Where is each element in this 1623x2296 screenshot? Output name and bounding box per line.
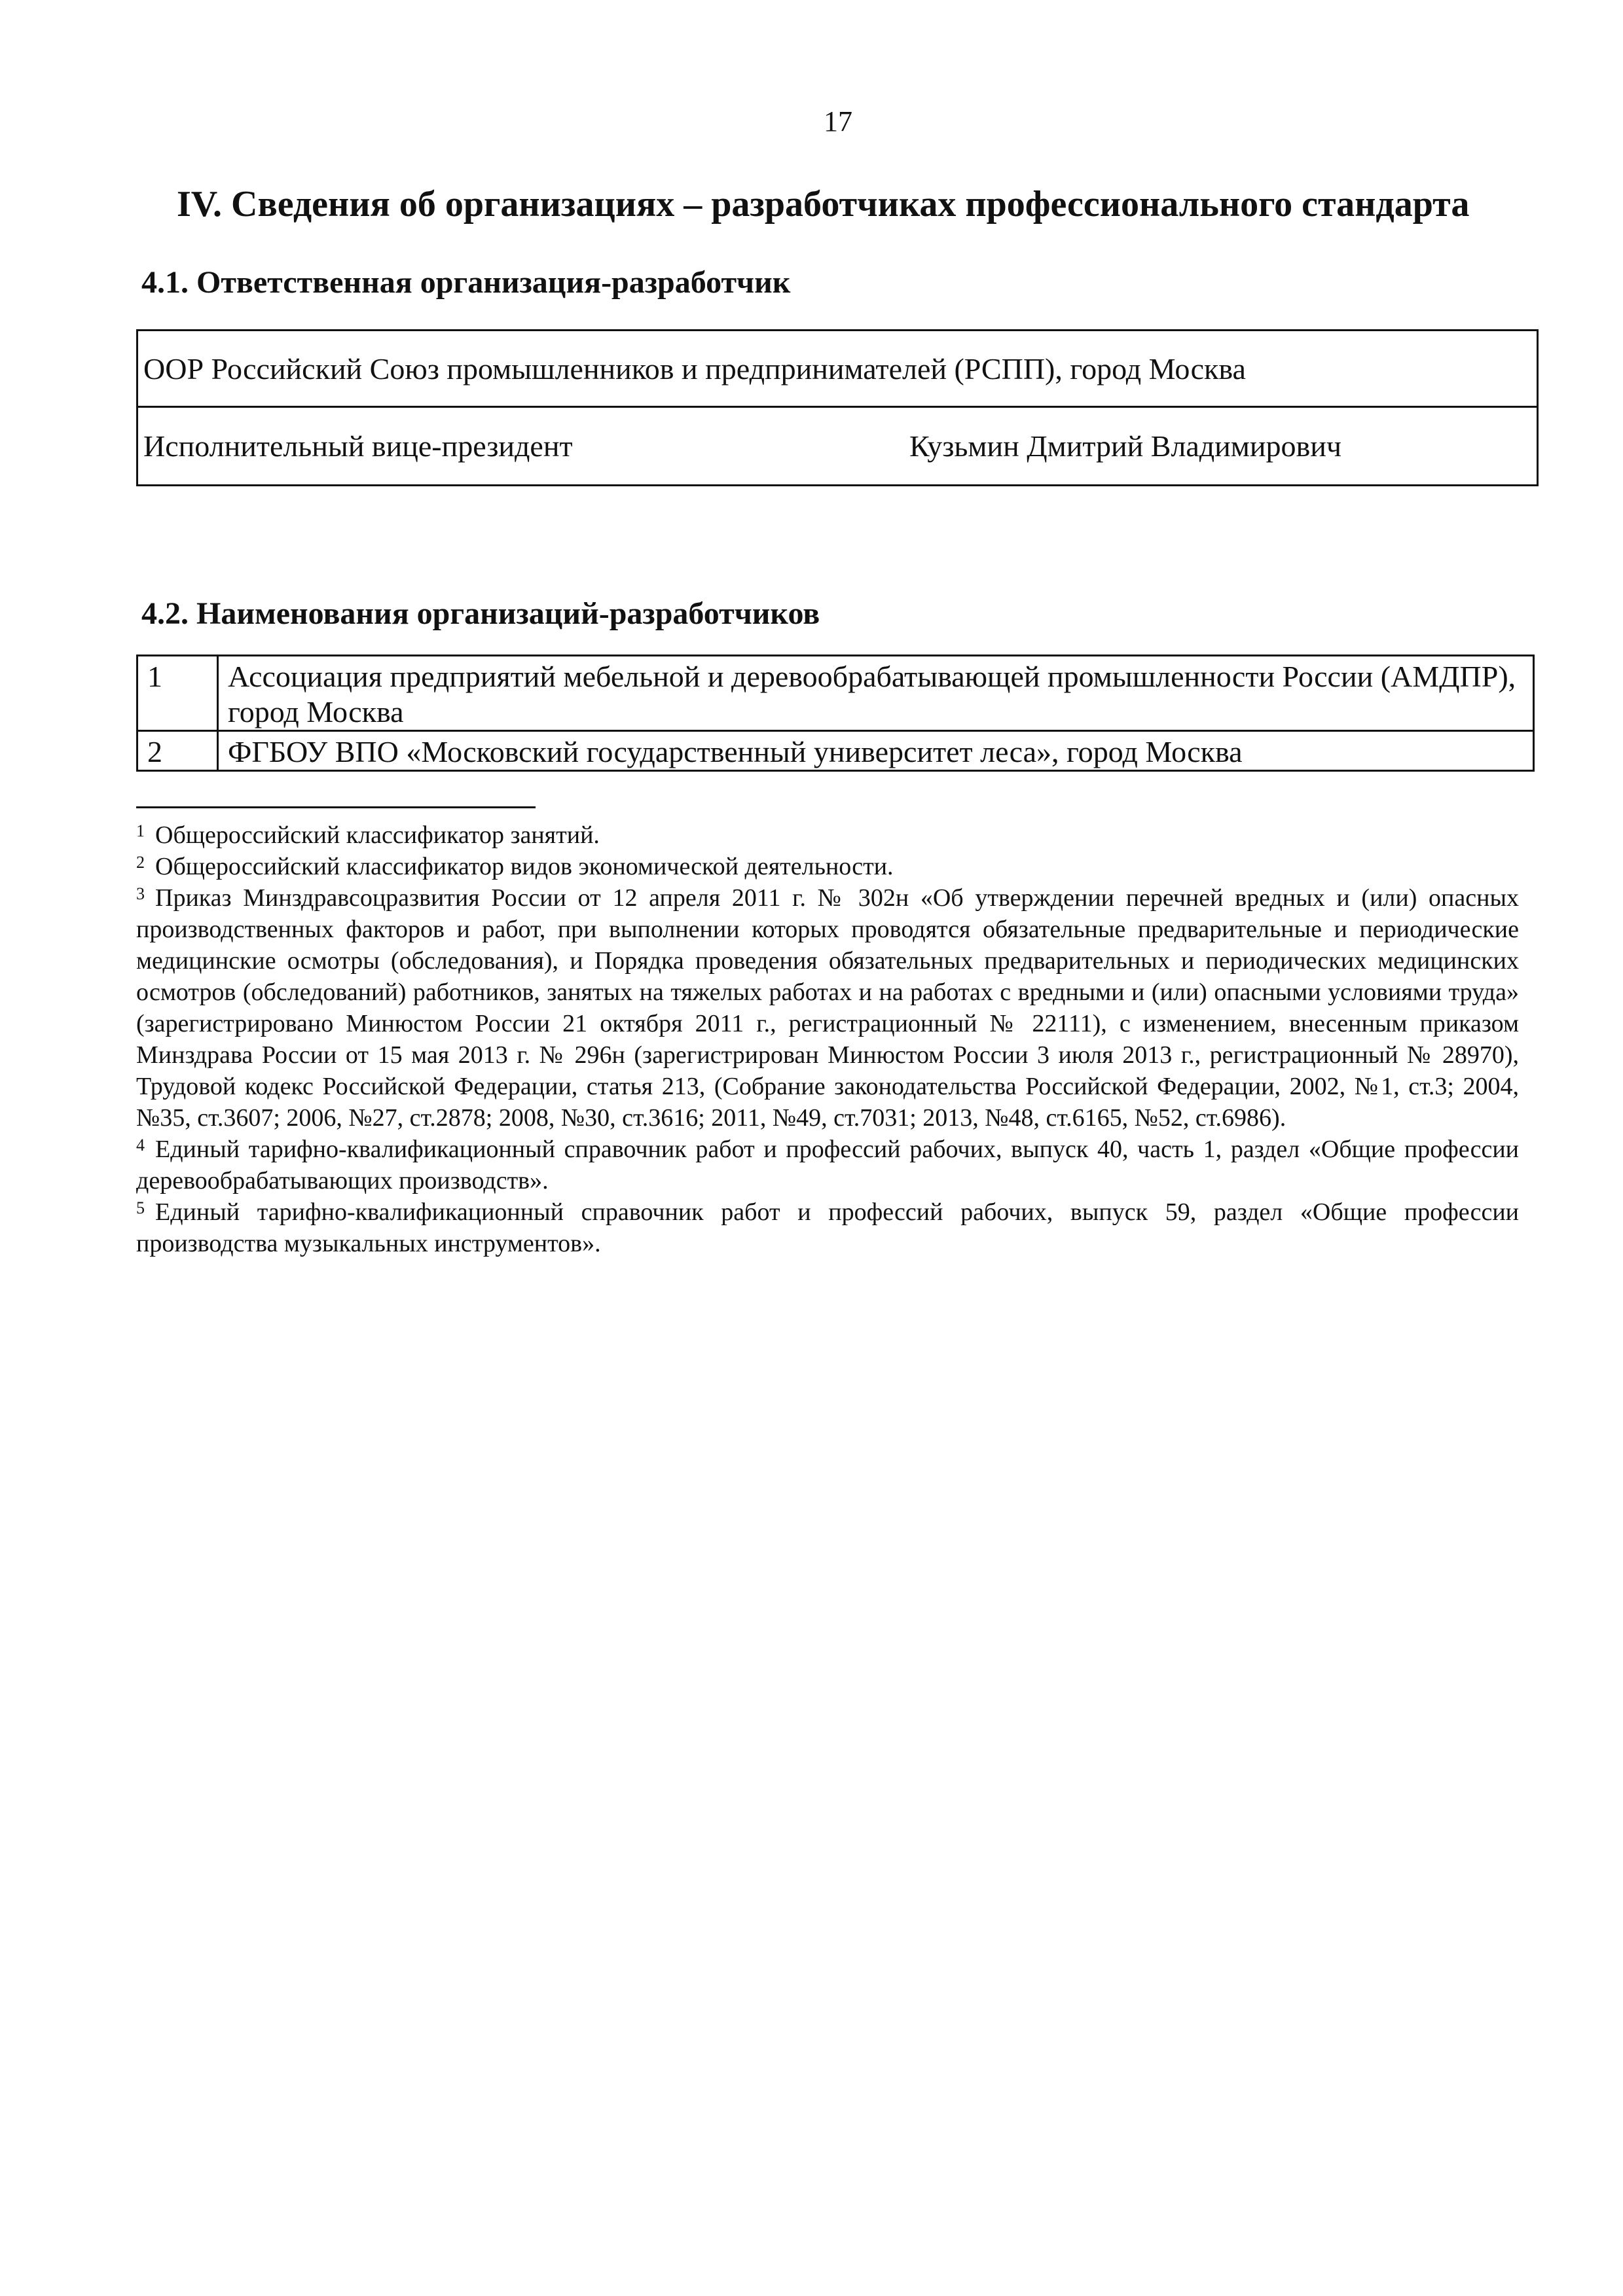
footnote-text: Общероссийский классификатор видов экономической деятельности. [155,853,894,880]
table-row [137,731,1534,771]
developer-name: Ассоциация предприятий мебельной и деревообрабатывающей промышленности России (АМДПР), город Москва [218,656,1534,731]
footnote [136,882,1519,1134]
developers-table [136,655,1535,772]
footnote-text: Единый тарифно-квалификационный справочник работ и профессий рабочих, выпуск 59, раздел «Общие профессии производства музыкальных инструментов». [136,1198,1519,1257]
row-number: 1 [137,656,218,731]
subsection-title-developers: 4.2. Наименования организаций-разработчиков [141,596,820,631]
footnote-mark: 2 [136,853,145,872]
organization-name: ООР Российский Союз промышленников и предпринимателей (РСПП), город Москва [143,351,1246,386]
subsection-title-responsible: 4.1. Ответственная организация-разработчик [141,265,791,300]
footnote-mark: 5 [136,1198,145,1217]
section-title: IV. Сведения об организациях – разработчиках профессионального стандарта [177,184,1470,224]
page-number: 17 [824,105,852,137]
organization-row [138,331,1537,408]
footnote-text: Приказ Минздравсоцразвития России от 12 апреля 2011 г. № 302н «Об утверждении перечней вредных и (или) опасных производственных факторов и работ, при выполнении которых проводятся обязательные предварительные и периодические медицинские осмотры (обследования), и Порядка проведения обязательных предварительных и периодических медицинских осмотров (обследований) работников, занятых на тяжелых работах и на работах с вредными и (или) опасными условиями труда» (зарегистрировано Минюстом России 21 октября 2011 г., регистрационный № 22111), с изменением, внесенным приказом Минздрава России от 15 мая 2013 г. № 296н (зарегистрирован Минюстом России 3 июля 2013 г., регистрационный № 28970), Трудовой кодекс Российской Федерации, статья 213, (Собрание законодательства Российской Федерации, 2002, №1, ст.3; 2004, №35, ст.3607; 2006, №27, ст.2878; 2008, №30, ст.3616; 2011, №49, ст.7031; 2013, №48, ст.6165, №52, ст.6986). [136,884,1519,1132]
table-row [137,656,1534,731]
footnote-mark: 1 [136,821,145,840]
signatory-name: Кузьмин Дмитрий Владимирович [909,429,1341,463]
footnote [136,851,1519,882]
footnote [136,1134,1519,1196]
footnote-mark: 3 [136,884,145,903]
footnote-separator [136,806,536,808]
developer-name: ФГБОУ ВПО «Московский государственный университет леса», город Москва [218,731,1534,771]
footnote [136,1196,1519,1259]
responsible-organization-table [136,329,1539,486]
footnote [136,819,1519,851]
footnote-text: Общероссийский классификатор занятий. [155,821,600,849]
row-number: 2 [137,731,218,771]
footnote-text: Единый тарифно-квалификационный справочник работ и профессий рабочих, выпуск 40, часть 1, раздел «Общие профессии деревообрабатывающих производств». [136,1136,1519,1194]
signatory-row [138,408,1537,484]
footnotes [136,819,1519,1259]
footnote-mark: 4 [136,1136,145,1155]
signatory-position: Исполнительный вице-президент [143,429,573,463]
